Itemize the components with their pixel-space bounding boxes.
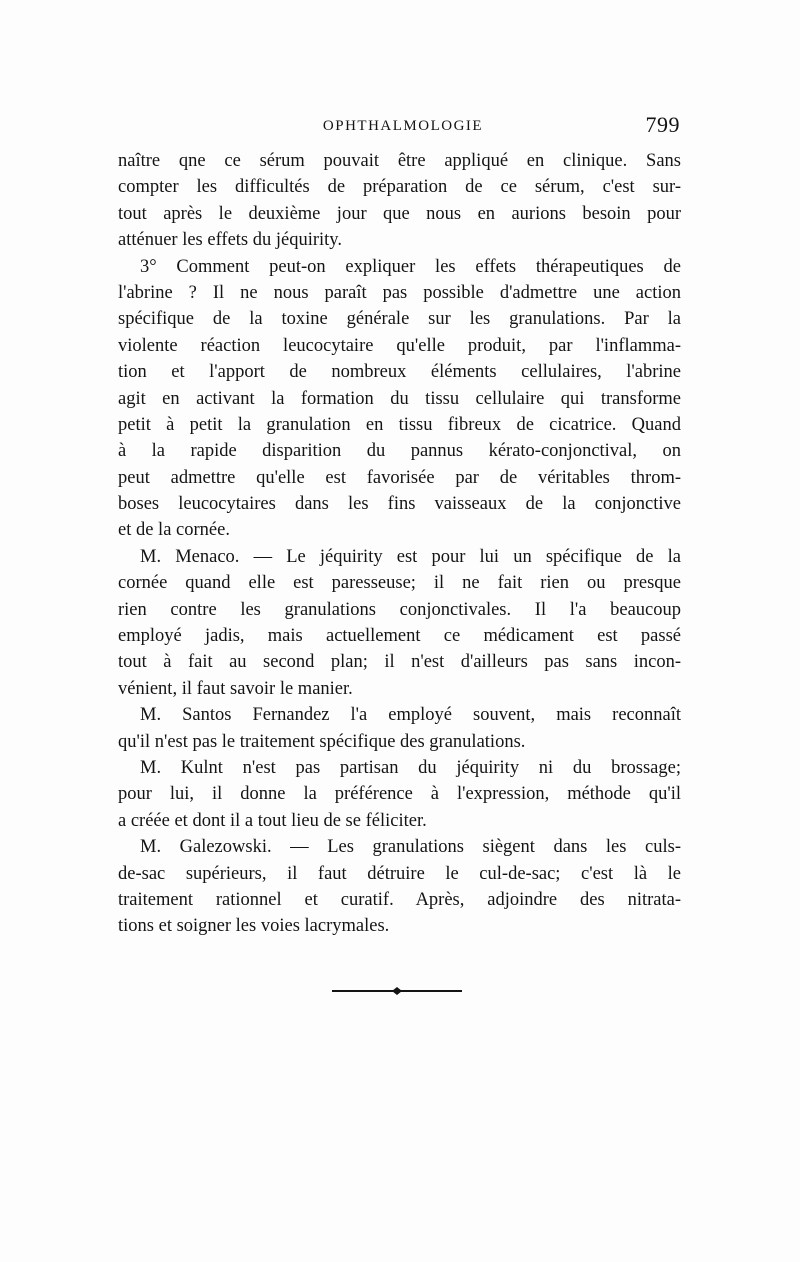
text-line: cornée quand elle est paresseuse; il ne fait rien ou presque: [118, 573, 681, 594]
text-line: employé jadis, mais actuellement ce médicament est passé: [118, 626, 681, 647]
text-line: a créée et dont il a tout lieu de se féliciter.: [118, 810, 427, 831]
text-line: spécifique de la toxine générale sur les granulations. Par la: [118, 309, 681, 330]
text-line: M. Kulnt n'est pas partisan du jéquirity ni du brossage;: [140, 757, 681, 778]
text-line: boses leucocytaires dans les fins vaisseaux de la conjonctive: [118, 494, 681, 515]
text-line: tout à fait au second plan; il n'est d'ailleurs pas sans incon-: [118, 652, 681, 673]
text-line: l'abrine ? Il ne nous paraît pas possible d'admettre une action: [118, 282, 681, 303]
text-line: 3° Comment peut-on expliquer les effets thérapeutiques de: [140, 256, 681, 277]
text-line: rien contre les granulations conjonctivales. Il l'a beaucoup: [118, 599, 681, 620]
text-line: M. Menaco. — Le jéquirity est pour lui un spécifique de la: [140, 546, 681, 567]
text-line: tout après le deuxième jour que nous en aurions besoin pour: [118, 203, 681, 224]
text-line: peut admettre qu'elle est favorisée par de véritables throm-: [118, 467, 681, 488]
text-line: traitement rationnel et curatif. Après, adjoindre des nitrata-: [118, 889, 681, 910]
section-end-ornament: [332, 985, 462, 997]
text-line: M. Galezowski. — Les granulations siègent dans les culs-: [140, 837, 681, 858]
text-line: pour lui, il donne la préférence à l'expression, méthode qu'il: [118, 784, 681, 805]
text-line: agit en activant la formation du tissu cellulaire qui transforme: [118, 388, 681, 409]
text-line: petit à petit la granulation en tissu fibreux de cicatrice. Quand: [118, 414, 681, 435]
text-line: tion et l'apport de nombreux éléments cellulaires, l'abrine: [118, 362, 681, 383]
text-line: M. Santos Fernandez l'a employé souvent, mais reconnaît: [140, 705, 681, 726]
text-line: de-sac supérieurs, il faut détruire le cul-de-sac; c'est là le: [118, 863, 681, 884]
running-title: OPHTHALMOLOGIE: [322, 118, 484, 134]
text-line: qu'il n'est pas le traitement spécifique des granulations.: [118, 731, 526, 752]
text-line: tions et soigner les voies lacrymales.: [118, 916, 390, 937]
page-number: 799: [645, 112, 680, 137]
text-line: et de la cornée.: [118, 520, 230, 541]
ornament-rule-icon: [332, 985, 462, 997]
running-head: [118, 112, 688, 140]
text-line: violente réaction leucocytaire qu'elle produit, par l'inflamma-: [118, 335, 681, 356]
text-line: compter les difficultés de préparation de ce sérum, c'est sur-: [118, 177, 681, 198]
text-line: vénient, il faut savoir le manier.: [118, 678, 353, 699]
text-line: atténuer les effets du jéquirity.: [118, 230, 342, 251]
text-line: naître qne ce sérum pouvait être appliqué en clinique. Sans: [118, 151, 681, 171]
body-text: [118, 148, 681, 940]
text-line: à la rapide disparition du pannus kérato-conjonctival, on: [118, 441, 681, 462]
